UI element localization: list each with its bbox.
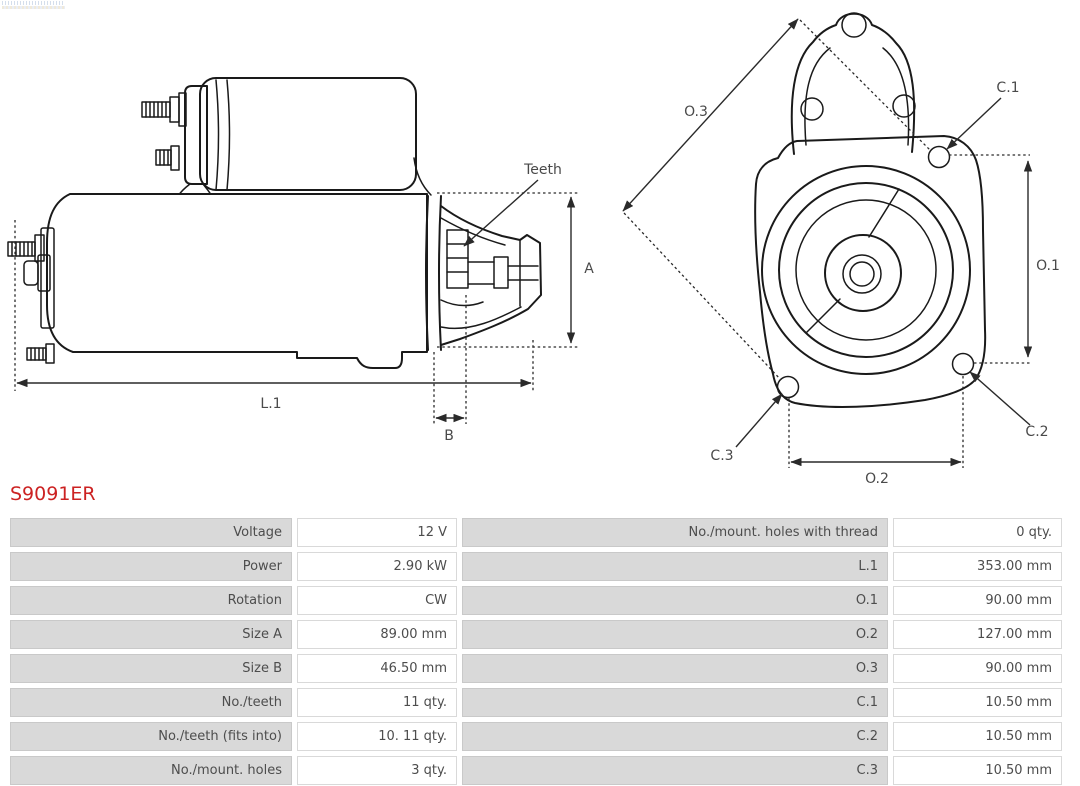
spec-left-value-cell: 2.90 kW <box>297 552 457 581</box>
spec-left-label-cell: Power <box>10 552 292 581</box>
dim-l1-label: L.1 <box>260 396 282 412</box>
dim-c1-label: C.1 <box>996 80 1020 96</box>
spec-table <box>10 518 1062 785</box>
solenoid-terminal-stud-top <box>142 93 186 126</box>
mount-hole-c2 <box>953 354 974 375</box>
spec-left-label-cell: No./teeth <box>10 688 292 717</box>
bracket-hole-left <box>801 98 823 120</box>
spec-left-value-cell: 46.50 mm <box>297 654 457 683</box>
dim-c3-label: C.3 <box>710 448 734 464</box>
teeth-label: Teeth <box>524 162 562 178</box>
spec-left-label-cell: Rotation <box>10 586 292 615</box>
spec-right-value-cell: 90.00 mm <box>893 586 1062 615</box>
dim-o3-arrow <box>623 19 798 211</box>
shaft-block <box>494 257 508 288</box>
spec-right-value-cell: 90.00 mm <box>893 654 1062 683</box>
spec-right-value-cell: 353.00 mm <box>893 552 1062 581</box>
spec-left-label-cell: Size B <box>10 654 292 683</box>
dim-c2-label: C.2 <box>1025 424 1049 440</box>
solenoid-terminal-stud-bottom <box>156 146 179 170</box>
spec-left-label-cell: Size A <box>10 620 292 649</box>
dim-b-label: B <box>444 428 454 444</box>
spec-left-value-cell: 10. 11 qty. <box>297 722 457 751</box>
spec-right-value-cell: 10.50 mm <box>893 756 1062 785</box>
dim-a-label: A <box>584 261 594 277</box>
spec-left-label-cell: No./mount. holes <box>10 756 292 785</box>
spec-right-label-cell: O.3 <box>462 654 888 683</box>
spec-left-value-cell: 89.00 mm <box>297 620 457 649</box>
spec-right-value-cell: 127.00 mm <box>893 620 1062 649</box>
solenoid-body <box>200 78 416 190</box>
dim-o2-label: O.2 <box>865 471 889 487</box>
top-bracket <box>792 14 914 154</box>
part-number-title: S9091ER <box>10 483 96 505</box>
dim-c2-leader <box>970 372 1030 425</box>
dim-c3-leader <box>736 394 782 447</box>
spec-right-value-cell: 0 qty. <box>893 518 1062 547</box>
spec-right-label-cell: C.1 <box>462 688 888 717</box>
rear-connector-block <box>24 261 38 285</box>
spec-right-label-cell: C.3 <box>462 756 888 785</box>
spec-right-label-cell: O.2 <box>462 620 888 649</box>
rear-stud-bottom <box>27 344 54 363</box>
bracket-hole-right <box>893 95 915 117</box>
spec-right-label-cell: O.1 <box>462 586 888 615</box>
front-view-group <box>623 13 1060 487</box>
spec-right-label-cell: L.1 <box>462 552 888 581</box>
spec-right-value-cell: 10.50 mm <box>893 722 1062 751</box>
dim-o3-label: O.3 <box>684 104 708 120</box>
solenoid-cap <box>185 86 207 184</box>
mount-hole-c1 <box>929 147 950 168</box>
spec-left-value-cell: 3 qty. <box>297 756 457 785</box>
spec-left-value-cell: 12 V <box>297 518 457 547</box>
spec-right-label-cell: C.2 <box>462 722 888 751</box>
bracket-hole-top <box>842 13 866 37</box>
pinion-gear <box>447 230 468 288</box>
dim-c1-leader <box>947 98 1001 149</box>
spec-right-label-cell: No./mount. holes with thread <box>462 518 888 547</box>
dim-o1-label: O.1 <box>1036 258 1060 274</box>
spec-left-value-cell: CW <box>297 586 457 615</box>
spec-right-value-cell: 10.50 mm <box>893 688 1062 717</box>
mounting-flange <box>755 136 985 407</box>
center-hub <box>825 235 901 311</box>
spec-left-label-cell: Voltage <box>10 518 292 547</box>
motor-body <box>47 194 427 368</box>
spec-left-label-cell: No./teeth (fits into) <box>10 722 292 751</box>
side-view-group <box>8 78 594 444</box>
spec-left-value-cell: 11 qty. <box>297 688 457 717</box>
